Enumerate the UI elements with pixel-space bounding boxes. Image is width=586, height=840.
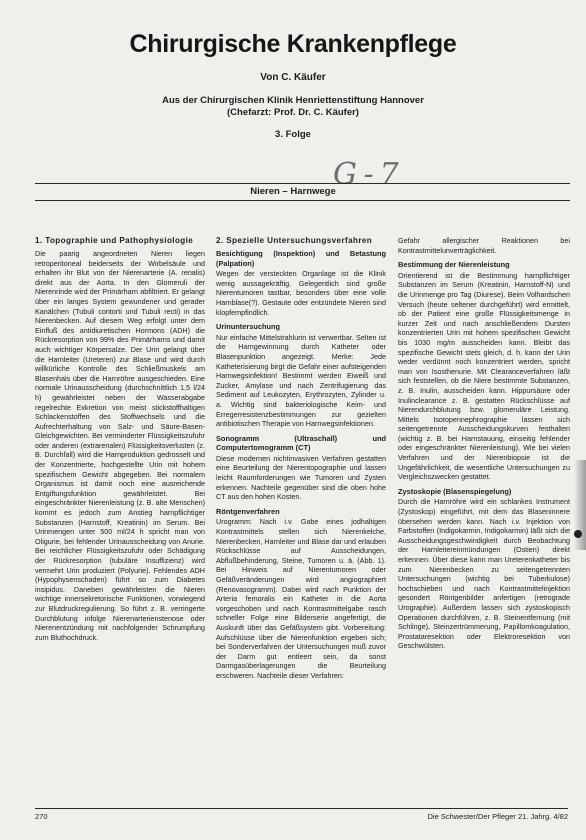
institution-line: Aus der Chirurgischen Klinik Henriettenstiftung Hannover xyxy=(162,95,424,106)
subheading-cystoscopy: Zystoskopie (Blasenspiegelung) xyxy=(398,486,512,496)
section-rule-top xyxy=(35,183,570,184)
series-part: 3. Folge xyxy=(275,129,311,140)
binding-hole-mark xyxy=(574,530,582,538)
subheading-inspection: Besichtigung (Inspektion) und Betastung (Palpation) xyxy=(216,249,386,268)
column-1 xyxy=(35,236,205,644)
column-2 xyxy=(216,236,386,683)
heading-topography: 1. Topographie und Pathophysiologie xyxy=(35,236,194,245)
paragraph-kidney-function: Orientierend ist die Bestimmung harnpflichtiger Substanzen im Serum (Kreatinin, Harnstoff-N) und die Urinmenge pro Tag (Diurese). Beim Volhardschen Versuch (heute seltener durchgeführt) wird ermittelt, ob der Patient eine große Flüssigkeitsmenge in kurzer Zeit und nach anschließendem Dursten konzentrierten Urin mit hohem spezifischen Gewicht bis 1030 mg/m ausscheiden kann. Bleibt das spezifische Gewicht stets gleich, d. h. kann der Urin weder verdünnt noch konzentriert werden, spricht man von Isosthenurie. Mit Clearanceverfahren läßt sich feststellen, ob die Niere bestimmte Substanzen, z. B. Inulin, ausscheiden kann. Hippursäure oder Inulinclearance z. B. gestatten Rückschlüsse auf Nierendurchblutung bzw. glomeruläre Leistung. Mittels Isotopennephrographie lassen sich seitengetrennte Ausscheidungskurven festhalten (wichtig z. B. bei Harnstauung, einseitig fehlender oder eingeschränkter Nierenleistung). Wie bei vielen Verfahren und der Nierenbiopsie ist die Ungefährlichkeit, die wesentliche Untersuchungen zu Vergleichszwecken gestattet. xyxy=(398,270,570,482)
author-line: Von C. Käufer xyxy=(260,72,326,83)
page-number: 270 xyxy=(35,812,48,821)
section-title: Nieren – Harnwege xyxy=(250,186,336,197)
journal-reference: Die Schwester/Der Pfleger 21. Jahrg. 4/82 xyxy=(427,812,568,821)
chief-line: (Chefarzt: Prof. Dr. C. Käufer) xyxy=(227,107,359,118)
heading-special-methods: 2. Spezielle Untersuchungsverfahren xyxy=(216,236,373,245)
paragraph-topography: Die paarig angeordneten Nieren liegen retroperitoneal beiderseits der Wirbelsäule und erhalten ihr Blut von der Nierenarterie (A. renalis) direkt aus der Aorta. In den Glomeruli der Nierenrinde wird der Primärharn abfiltriert. Er gelangt über ein langes System gewundener und gerader Kanälchen (Tubuli contorti und Tubuli recti) in das Nierenbecken. Auf diesem Weg erfolgt unter dem Einfluß des antidiuretischen Hormons (ADH) die Rückresorption von 99% des Primärharns und damit auch wichtiger Körpersalze. Der Urin gelangt über die Harnleiter (Ureteren) zur Blase und wird durch willkürliche Kontrolle des Schließmuskels am Blasenhals über die Harnröhre ausgeschieden. Eine normale Urinausscheidung (durchschnittlich 1,5 l/24 h) gewährleistet neben der Wasserabgabe regelrechte Exkretion von meist stickstoffhaltigen Schlackenstoffen des Stoffwechsels und die Aufrechterhaltung von Salz- und Säure-Basen-Gleichgewichten. Bei verminderter Flüssigkeitszufuhr oder anderen (extrarenalen) Flüssigkeitsverlusten (z. B. Durchfall) wird die Harnproduktion gedrosselt und der Konzentrierte, hochgestellte Urin mit hohem spezifischem Gewicht abgegeben. Bei normalem Organismus ist damit noch eine ausreichende Entgiftungsfunktion gewährleistet. Bei eingeschränkter Nierenleistung (z. B. alte Menschen) kommt es jedoch zum Anstieg harnpflichtiger Substanzen (Harnstoff, Kreatinin) im Serum. Bei Urinmengen unter 500 ml/24 h spricht man von Oligurie, bei fehlender Urinausscheidung von Anurie. Bei reichlicher Flüssigkeitszufuhr oder Schädigung der Rückresorption (tubuläre Insuffizienz) wird vermehrt Urin produziert (Polyurie). Fehlendes ADH (Hypophysenschaden) führt so zum Diabetes insipidus. Daneben gewährleisten die Nieren wichtige innersekretorische Funktionen, vorwiegend zur Blutdruckregulierung. So führt z. B. verringerte Durchblutung infolge Nierenarterienstenose oder Nierenentzündung mit nachfolgender Schrumpfung zum Bluthochdruck. xyxy=(35,249,205,642)
column-3 xyxy=(398,236,570,653)
institution-block xyxy=(0,95,586,119)
paragraph-sonogram: Diese modernen nichtinvasiven Verfahren gestatten eine Beurteilung der Nierentopographie und lassen leicht Raumforderungen wie Tumoren und Zysten erkennen. Nachteile gegenüber sind die oben hohe CT aus den hohen Kosten. xyxy=(216,453,386,502)
section-rule-bottom xyxy=(35,200,570,201)
handwritten-annotation: G-7 xyxy=(333,157,405,192)
subheading-urine: Urinuntersuchung xyxy=(216,322,281,332)
subheading-xray: Röntgenverfahren xyxy=(216,506,280,516)
subheading-kidney-function: Bestimmung der Nierenleistung xyxy=(398,260,510,270)
paragraph-inspection: Wegen der versteckten Organlage ist die Klinik wenig aussagekräftig. Gelegentlich sind große Nierentumoren tastbar, besonders über eine volle Harnblase(?). Gestaute oder entzündete Nieren sind klopfempfindlich. xyxy=(216,269,386,317)
paragraph-intro: Gefahr allergischer Reaktionen bei Kontrastmittelunverträglichkeit. xyxy=(398,236,570,255)
subheading-sonogram: Sonogramm (Ultraschall) und Computertomogramm (CT) xyxy=(216,433,386,453)
paragraph-urine: Nur einfache Mittelstrahlurin ist verwertbar. Selten ist die Harngewinnung durch Katheter oder Blasenpunktion angezeigt. Merke: Jede Katheterisierung birgt die Gefahr einer aufsteigenden Harnwegsinfektion! Bestimmt werden Eiweiß und Zucker, Amylase und nach Zentrifugierung das Sediment auf Leukozyten, Erythrozyten, Zylinder u. a. Wichtig sind bakteriologische Keim- und Erregerresistenzbestimmungen zur gezielten antibiotischen Therapie von Harnwegsinfektionen. xyxy=(216,332,386,429)
paragraph-xray: Urogramm: Nach i.v. Gabe eines jodhaltigen Kontrastmittels stellen sich Nierenkelche, Nierenbecken, Harnleiter und Blase dar und erlauben Rückschlüsse auf Ausscheidungen, Abflußbehinderung, Steine, Tumoren u. ä. (Abb. 1). Bei Hinweis auf Nierentumoren oder Gefäßveränderungen wird angiographiert (Renovasogramm). Dabei wird nach Punktion der Arteria femoralis ein Katheter in die Aorta vorgeschoben und nach Kontrastmittelgabe rasch schneller Folge eine Bilderserie angefertigt, die Auskunft über das Gefäßsystem gibt. Vorbereitung: Aufschlüsse über die Nierenfunktion ergeben sich; bei Sonderverfahren der Untersuchungen muß zuvor der Darm gut entleert sein, da sonst Darmgasüberlagerungen die Beurteilung erschweren. Nachteile dieser Verfahren: xyxy=(216,517,386,680)
article-title: Chirurgische Krankenpflege xyxy=(129,30,457,58)
paragraph-cystoscopy: Durch die Harnröhre wird ein schlankes Instrument (Zystoskop) eingeführt, mit dem das Blaseninnere übersehen werden kann. Nach i.v. Injektion von Farbstoffen (Indigokarmin, Indigokarmin) läßt sich die Ausscheidungsgeschwindigkeit durch Beobachtung der Harnleitereinmündungen (Ostien) direkt erkennen. Über diese kann man Ureterenkatheter bis zum Nierenbecken zu seitengetrennten Untersuchungen (wichtig bei Tuberkulose) hochschieben und nach Kontrastmittelinjektion gesondert Röntgenbilder anfertigen (retrograde Urographie). Außerdem lassen sich zystoskopisch Operationen durchführen, z. B. Steinentfernung (mit Schlinge), Steinzertrümmerung, Papillomkoagulation, Prostataresektion oder Elektroresektion von Geschwülsten. xyxy=(398,497,570,651)
footer-rule xyxy=(35,808,568,809)
